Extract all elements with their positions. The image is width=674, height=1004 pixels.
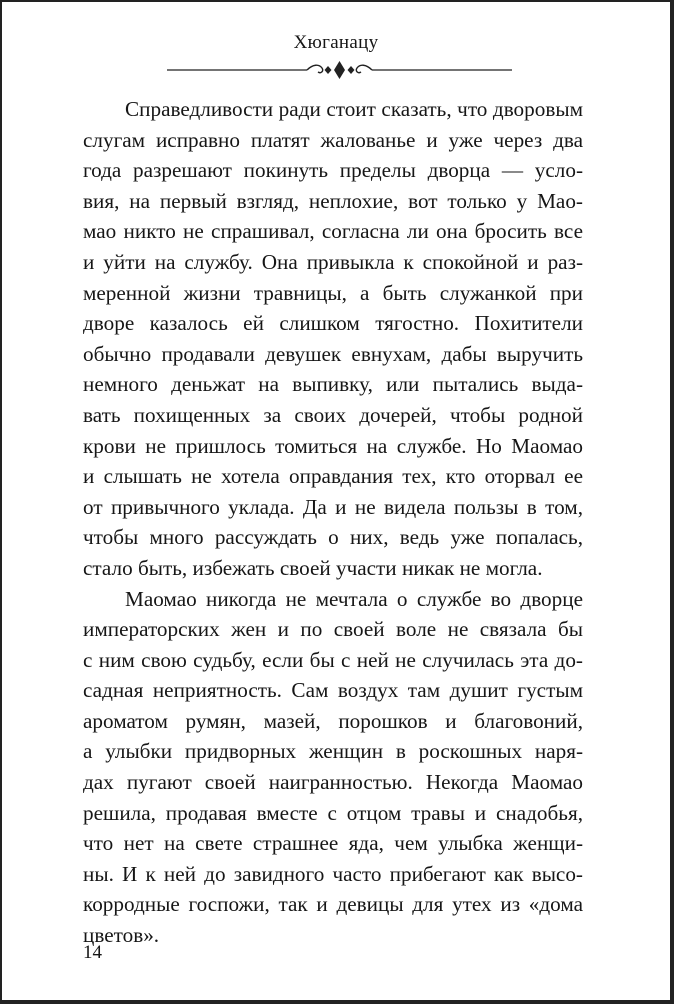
text-line: года разрешают покинуть пределы дворца — усло- [83, 158, 583, 183]
text-line: цветов». [83, 923, 160, 948]
text-line: вия, на первый взгляд, неплохие, вот только у Мао- [83, 188, 583, 213]
ornament-left-scroll [307, 65, 323, 72]
text-line: ны. И к ней до завидного часто прибегают как высо- [83, 861, 583, 886]
paragraph [83, 584, 583, 951]
text-line: и уйти на службу. Она привыкла к спокойной и раз- [83, 249, 583, 274]
text-line: императорских жен и по своей воле не связала бы [83, 617, 583, 642]
text-line: и слышать не хотела оправдания тех, кто оторвал ее [83, 464, 583, 489]
running-head: Хюганацу [293, 32, 379, 53]
text-line: меренной жизни травницы, а быть служанкой при [83, 280, 583, 305]
text-line: решила, продавая вместе с отцом травы и снадобья, [83, 800, 583, 825]
text-line: вать похищенных за своих дочерей, чтобы родной [83, 402, 583, 427]
text-line: мао никто не спрашивал, согласна ли она бросить все [83, 219, 583, 244]
ornament-right-scroll [356, 65, 372, 72]
text-line: крови не пришлось томиться на службе. Но Маомао [83, 433, 583, 458]
ornament-diamond-center [334, 61, 345, 79]
text-line: дворе казалось ей слишком тягостно. Похитители [83, 311, 583, 336]
ornament-diamond-left [325, 66, 332, 74]
text-line: а улыбки придворных женщин в роскошных наря- [83, 739, 583, 764]
text-line: немного деньжат на выпивку, или пытались выда- [83, 372, 583, 397]
text-line: чтобы много рассуждать о них, ведь уже попалась, [83, 525, 583, 550]
text-line: дах пугают своей наигранностью. Некогда Маомао [83, 770, 583, 795]
text-line: слугам исправно платят жалованье и уже через два [83, 127, 583, 152]
page-number: 14 [83, 942, 102, 963]
text-line: Справедливости ради стоит сказать, что дворовым [125, 97, 583, 121]
text-line: обычно продавали девушек евнухам, дабы выручить [83, 341, 583, 366]
text-line: Маомао никогда не мечтала о службе во дворце [125, 586, 583, 611]
text-line: ароматом румян, мазей, порошков и благовоний, [83, 708, 583, 733]
text-line: садная неприятность. Сам воздух там душит густым [83, 678, 583, 703]
text-line: от привычного уклада. Да и не видела пользы в том, [83, 494, 583, 519]
ornament-diamond-right [348, 66, 355, 74]
text-line: корродные госпожи, так и девицы для утех из «дома [83, 892, 583, 917]
text-line: стало быть, избежать своей участи никак не могла. [83, 555, 543, 580]
text-line: с ним свою судьбу, если бы с ней не случилась эта до- [83, 647, 583, 672]
body-text [83, 94, 583, 951]
text-line: что нет на свете страшнее яда, чем улыбка женщи- [83, 831, 583, 856]
header-ornament [167, 58, 512, 82]
paragraph [83, 94, 583, 584]
